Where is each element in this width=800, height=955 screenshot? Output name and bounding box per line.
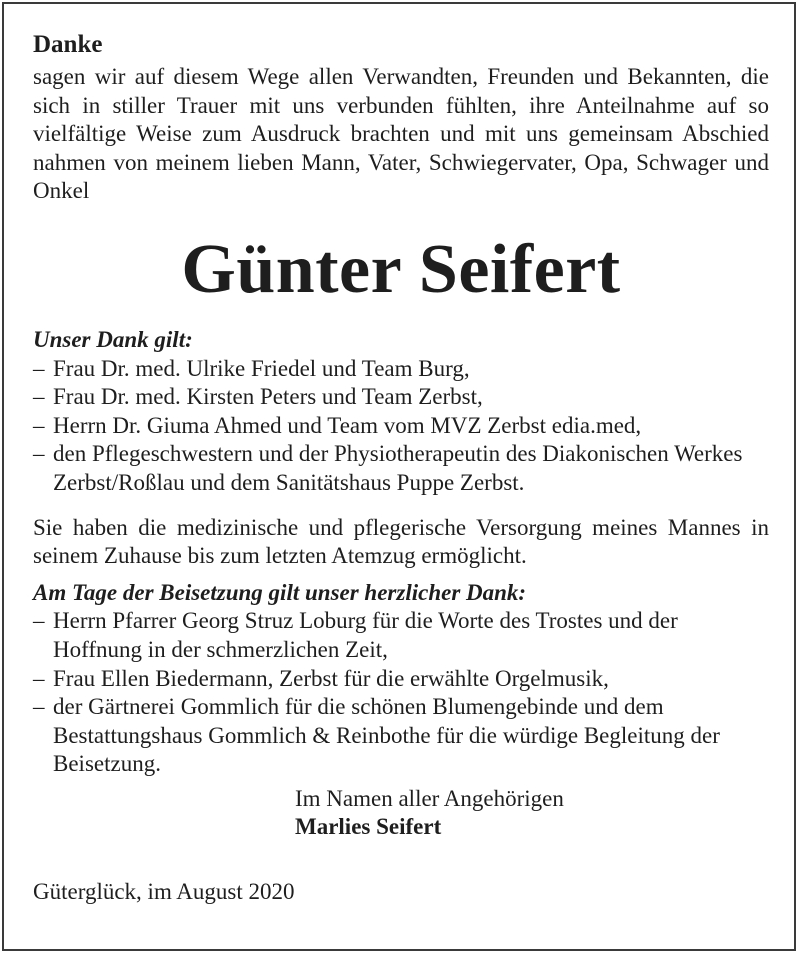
list-item: [33, 607, 769, 664]
list-item: [33, 383, 769, 412]
heading: Danke: [33, 31, 103, 58]
signature-line: Im Namen aller Angehörigen: [295, 785, 564, 811]
care-paragraph: Sie haben die medizinische und pflegerische Versorgung meines Mannes in seinem Zuhause bis zum letzten Atemzug ermöglicht.: [33, 514, 769, 569]
list-item: [33, 665, 769, 694]
list-item-text: Herrn Dr. Giuma Ahmed und Team vom MVZ Zerbst edia.med,: [53, 412, 642, 438]
list-item-text: Frau Dr. med. Kirsten Peters und Team Zerbst,: [53, 384, 483, 410]
signature-name: Marlies Seifert: [295, 814, 442, 840]
list-item-text: Frau Dr. med. Ulrike Friedel und Team Burg,: [53, 355, 470, 381]
list-item: [33, 693, 769, 779]
intro-text: sagen wir auf diesem Wege allen Verwandten, Freunden und Bekannten, die sich in stiller Trauer mit uns verbunden fühlten, ihre Anteilnahme auf so vielfältige Weise zum Ausdruck brachten und mit uns gemeinsam Abschied nahmen von meinem lieben Mann, Vater, Schwiegervater, Opa, Schwager und Onkel: [33, 64, 769, 204]
section1-list: [33, 355, 769, 498]
dash-mark: –: [33, 665, 45, 691]
list-item-text: der Gärtnerei Gommlich für die schönen Blumengebinde und dem Bestattungshaus Gommlich & Reinbothe für die würdige Begleitung der Beisetzung.: [53, 694, 720, 777]
list-item-text: Frau Ellen Biedermann, Zerbst für die erwählte Orgelmusik,: [53, 665, 609, 691]
section2-list: [33, 607, 769, 779]
deceased-name: Günter Seifert: [181, 230, 621, 308]
list-item: [33, 440, 769, 497]
dash-mark: –: [33, 608, 45, 634]
section1-title: Unser Dank gilt:: [33, 326, 193, 352]
dash-mark: –: [33, 412, 45, 438]
list-item: [33, 412, 769, 441]
section2-title: Am Tage der Beisetzung gilt unser herzlicher Dank:: [33, 579, 527, 605]
list-item: [33, 355, 769, 384]
dash-mark: –: [33, 694, 45, 720]
list-item-text: Herrn Pfarrer Georg Struz Loburg für die Worte des Trostes und der Hoffnung in der schmerzlichen Zeit,: [53, 608, 678, 662]
dash-mark: –: [33, 441, 45, 467]
dash-mark: –: [33, 384, 45, 410]
signature-block: [295, 785, 769, 842]
list-item-text: den Pflegeschwestern und der Physiotherapeutin des Diakonischen Werkes Zerbst/Roßlau und dem Sanitätshaus Puppe Zerbst.: [53, 441, 743, 495]
thank-you-notice: [33, 30, 769, 907]
place-date: Güterglück, im August 2020: [33, 879, 295, 905]
dash-mark: –: [33, 355, 45, 381]
